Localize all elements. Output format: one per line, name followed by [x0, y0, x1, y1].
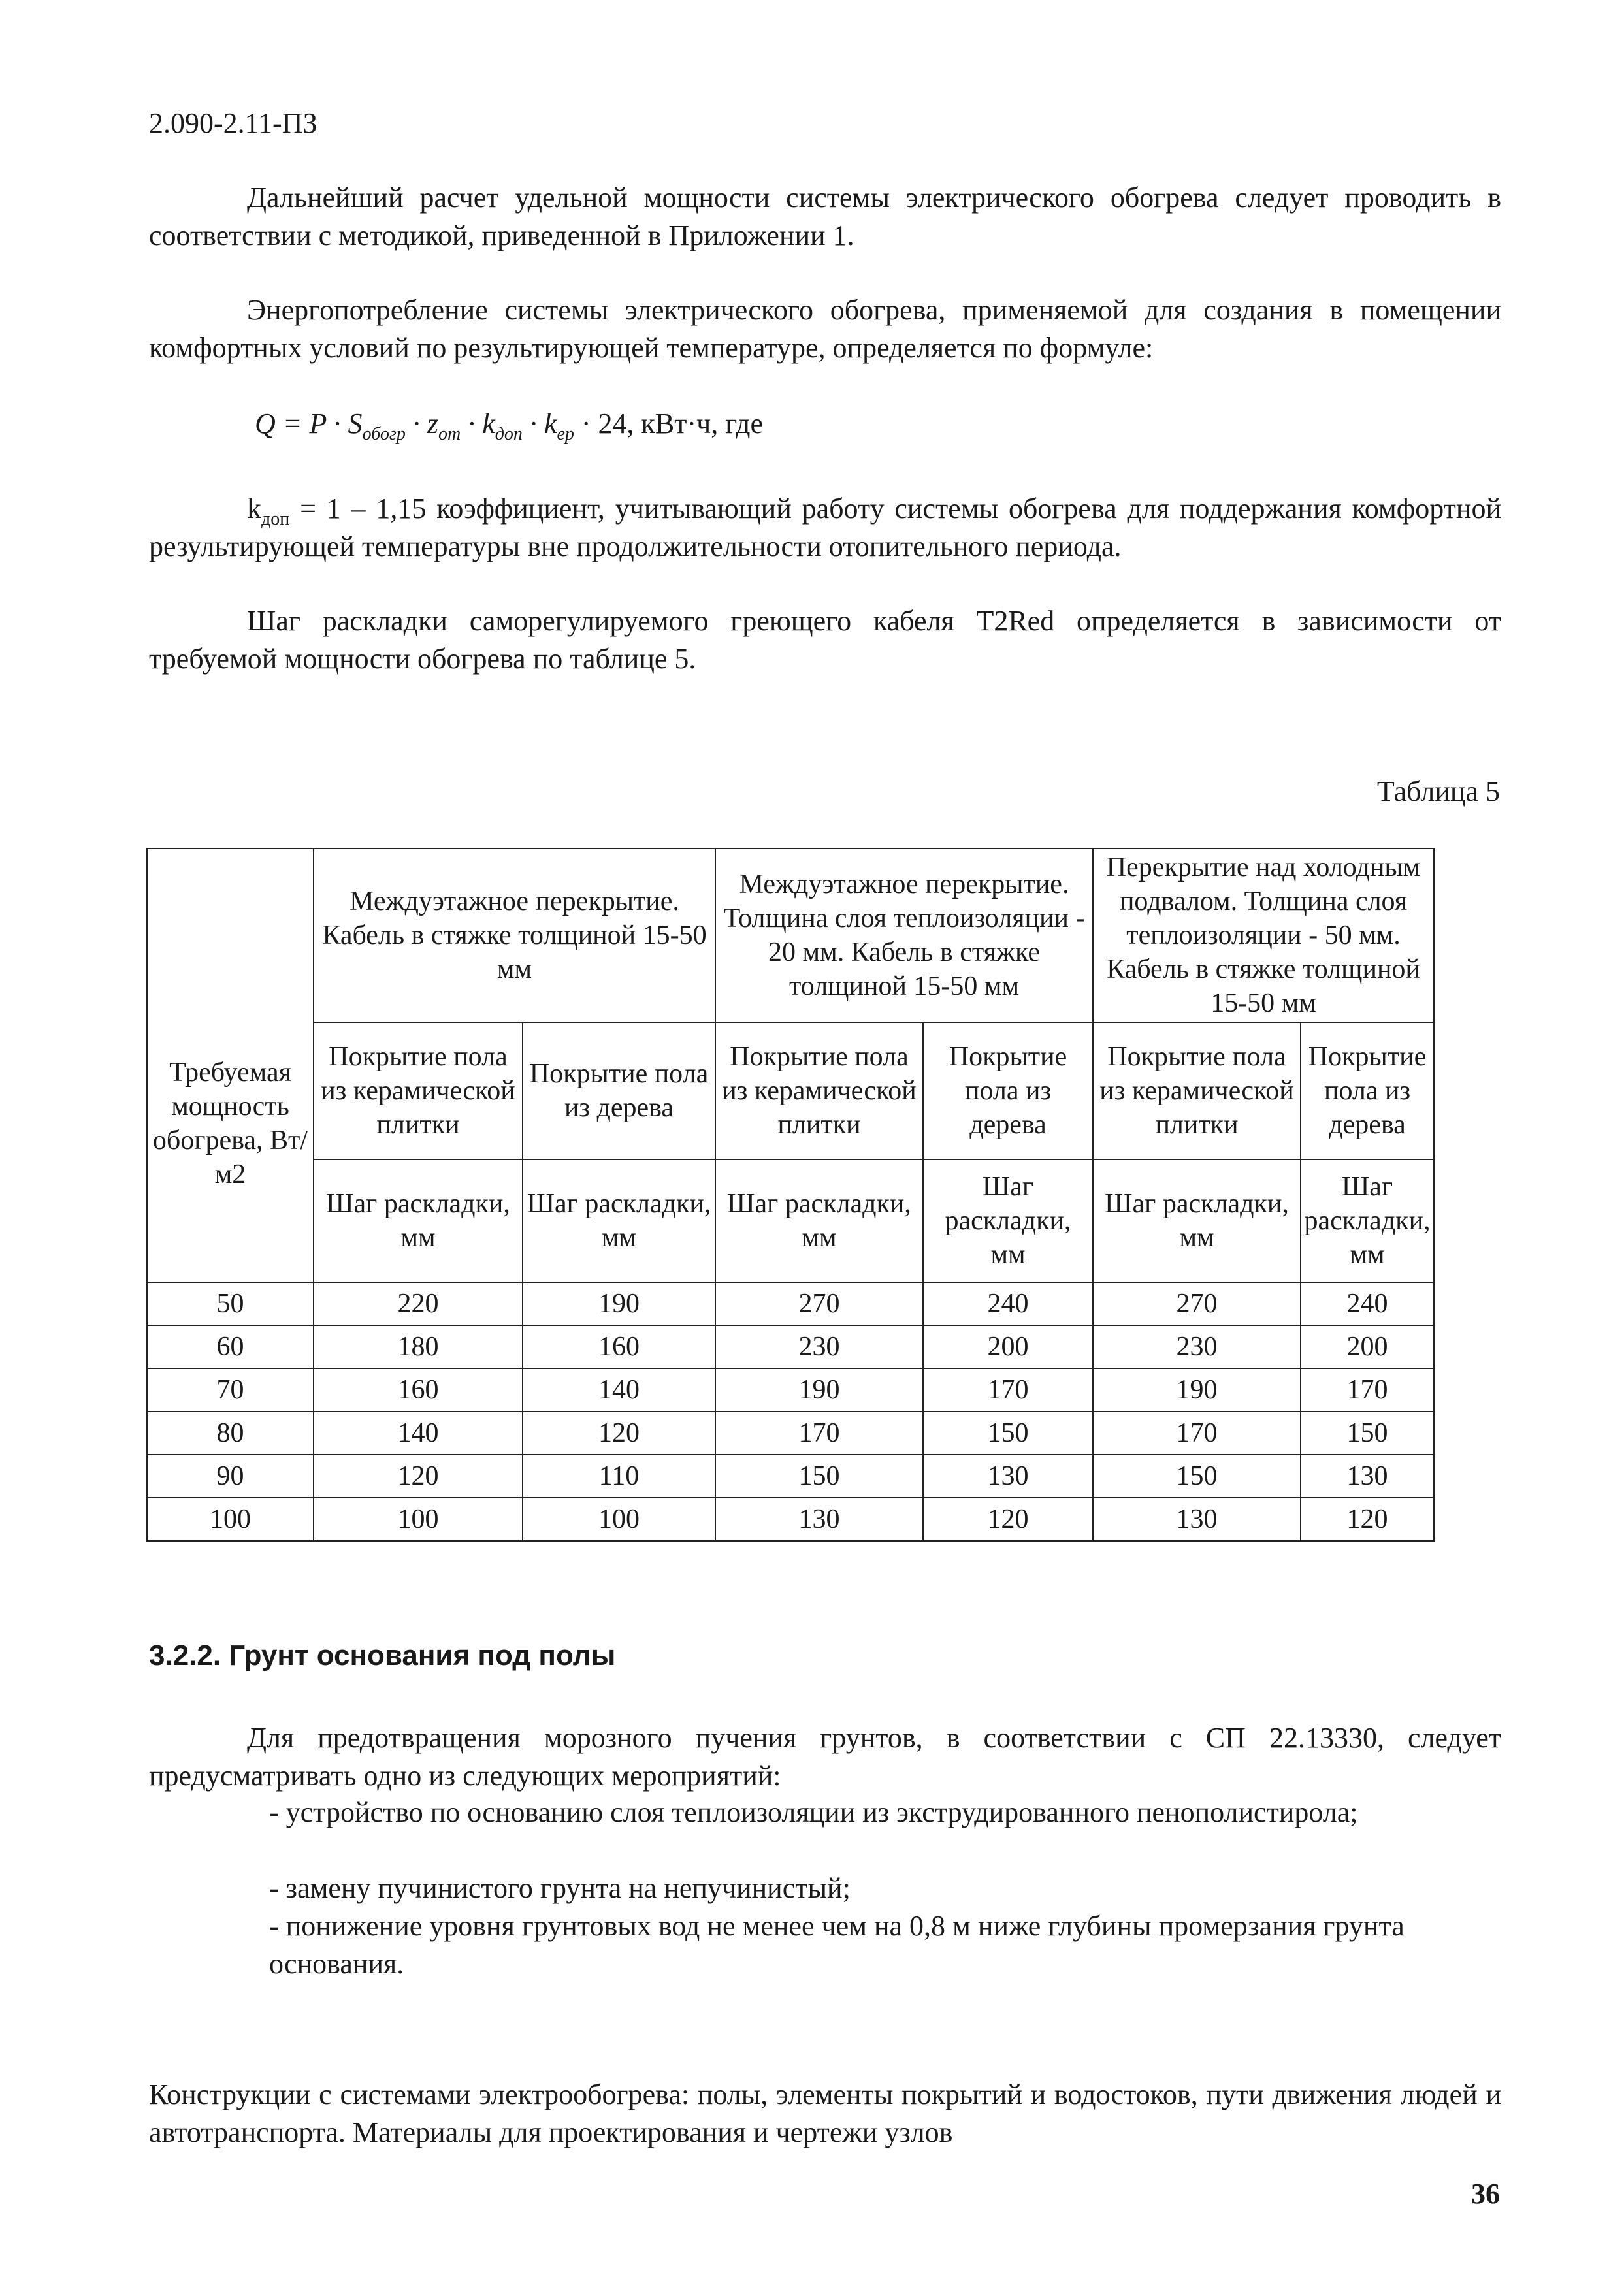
formula-subscript: ер — [557, 423, 574, 444]
paragraph-text: Шаг раскладки саморегулируемого греющего кабеля T2Red определяется в зависимости от требуемой мощности обогрева по таблице 5. — [149, 605, 1501, 675]
group-header: Перекрытие над холодным подвалом. Толщина слоя теплоизоляции - 50 мм. Кабель в стяжке толщиной 15-50 мм — [1093, 848, 1434, 1022]
step-header: Шаг раскладки, мм — [523, 1159, 715, 1282]
paragraph-text: Для предотвращения морозного пучения грунтов, в соответствии с СП 22.13330, следует предусматривать одно из следующих мероприятий: — [149, 1722, 1501, 1792]
table-cell: 70 — [147, 1368, 314, 1412]
list-item: - понижение уровня грунтовых вод не менее чем на 0,8 м ниже глубины промерзания грунта основания. — [269, 1910, 1405, 1980]
table-cell: 60 — [147, 1325, 314, 1368]
table-cell: 170 — [715, 1412, 923, 1455]
page-number: 36 — [1471, 2178, 1500, 2210]
paragraph-coefficient — [149, 490, 1501, 566]
section-heading: 3.2.2. Грунт основания под полы — [149, 1640, 616, 1672]
table-row — [147, 1455, 1434, 1498]
table-cell: 90 — [147, 1455, 314, 1498]
subheader-wood: Покрытие пола из дерева — [523, 1022, 715, 1159]
table-cell: 150 — [923, 1412, 1093, 1455]
subheader-ceramic: Покрытие пола из керамической плитки — [314, 1022, 523, 1159]
formula-part: · 24 — [574, 408, 627, 440]
subheader-ceramic: Покрытие пола из керамической плитки — [1093, 1022, 1301, 1159]
table-caption: Таблица 5 — [1376, 775, 1500, 807]
paragraph-energy — [149, 291, 1501, 367]
formula-unit: , кВт·ч, где — [626, 408, 764, 440]
table-cell: 140 — [314, 1412, 523, 1455]
step-header: Шаг раскладки, мм — [923, 1159, 1093, 1282]
table-cell: 120 — [523, 1412, 715, 1455]
table-cell: 120 — [314, 1455, 523, 1498]
table-cell: 200 — [1301, 1325, 1434, 1368]
table-cell: 130 — [923, 1455, 1093, 1498]
table-cell: 130 — [1301, 1455, 1434, 1498]
table-row — [147, 1325, 1434, 1368]
table-row — [147, 1412, 1434, 1455]
group-header: Междуэтажное перекрытие. Толщина слоя теплоизоляции - 20 мм. Кабель в стяжке толщиной 15-50 мм — [715, 848, 1093, 1022]
paragraph-text: = 1 – 1,15 коэффициент, учитывающий работу системы обогрева для поддержания комфортной результирующей температуры вне продолжительности отопительного периода. — [149, 493, 1501, 562]
energy-formula — [255, 405, 763, 443]
power-column-header: Требуемая мощность обогрева, Вт/м2 — [147, 848, 314, 1282]
table-cell: 220 — [314, 1282, 523, 1325]
formula-part: · k — [461, 408, 495, 440]
table-cell: 140 — [523, 1368, 715, 1412]
step-header: Шаг раскладки, мм — [1093, 1159, 1301, 1282]
list-item: - замену пучинистого грунта на непучинистый; — [269, 1872, 851, 1904]
paragraph-constructions: Конструкции с системами электрообогрева: полы, элементы покрытий и водостоков, пути движения людей и автотранспорта. Материалы для проектирования и чертежи узлов — [149, 2078, 1501, 2148]
table-cell: 270 — [1093, 1282, 1301, 1325]
paragraph-text: Энергопотребление системы электрического обогрева, применяемой для создания в помещении комфортных условий по результирующей температуре, определяется по формуле: — [149, 294, 1501, 364]
document-code: 2.090-2.11-ПЗ — [149, 107, 317, 139]
formula-part: · k — [522, 408, 557, 440]
table-cell: 110 — [523, 1455, 715, 1498]
table-cell: 150 — [715, 1455, 923, 1498]
formula-subscript: от — [438, 423, 461, 444]
table-row — [147, 1282, 1434, 1325]
step-header: Шаг раскладки, мм — [314, 1159, 523, 1282]
table-cell: 150 — [1301, 1412, 1434, 1455]
table-cell: 160 — [523, 1325, 715, 1368]
table-cell: 130 — [715, 1498, 923, 1541]
table-row — [147, 1368, 1434, 1412]
table-cell: 230 — [715, 1325, 923, 1368]
formula-part: Q = P · S — [255, 408, 363, 440]
table-cell: 170 — [923, 1368, 1093, 1412]
table-cell: 150 — [1093, 1455, 1301, 1498]
group-header: Междуэтажное перекрытие. Кабель в стяжке толщиной 15-50 мм — [314, 848, 715, 1022]
table-cell: 200 — [923, 1325, 1093, 1368]
list-item: - устройство по основанию слоя теплоизоляции из экструдированного пенополистирола; — [269, 1796, 1358, 1828]
step-header: Шаг раскладки, мм — [715, 1159, 923, 1282]
coefficient-symbol: k — [247, 493, 261, 525]
table-cell: 50 — [147, 1282, 314, 1325]
table-cell: 120 — [923, 1498, 1093, 1541]
subheader-wood: Покрытие пола из дерева — [1301, 1022, 1434, 1159]
paragraph-frost — [149, 1719, 1501, 1795]
formula-part: · z — [405, 408, 438, 440]
table-cell: 240 — [1301, 1282, 1434, 1325]
subheader-ceramic: Покрытие пола из керамической плитки — [715, 1022, 923, 1159]
formula-subscript: доп — [495, 423, 523, 444]
paragraph-calculation — [149, 179, 1501, 255]
table-cell: 80 — [147, 1412, 314, 1455]
table-cell: 160 — [314, 1368, 523, 1412]
formula-subscript: обогр — [362, 423, 406, 444]
table-cell: 240 — [923, 1282, 1093, 1325]
table-cell: 190 — [1093, 1368, 1301, 1412]
table-cell: 120 — [1301, 1498, 1434, 1541]
table-cell: 230 — [1093, 1325, 1301, 1368]
step-header: Шаг раскладки, мм — [1301, 1159, 1434, 1282]
table-cell: 100 — [314, 1498, 523, 1541]
table-cell: 190 — [715, 1368, 923, 1412]
table-cell: 180 — [314, 1325, 523, 1368]
paragraph-text: Дальнейший расчет удельной мощности системы электрического обогрева следует проводить в соответствии с методикой, приведенной в Приложении 1. — [149, 182, 1501, 251]
subheader-wood: Покрытие пола из дерева — [923, 1022, 1093, 1159]
table-cell: 170 — [1093, 1412, 1301, 1455]
cable-step-table — [146, 848, 1435, 1542]
table-cell: 270 — [715, 1282, 923, 1325]
table-cell: 100 — [523, 1498, 715, 1541]
table-cell: 190 — [523, 1282, 715, 1325]
table-cell: 130 — [1093, 1498, 1301, 1541]
table-cell: 170 — [1301, 1368, 1434, 1412]
paragraph-cable-step — [149, 602, 1501, 678]
table-cell: 100 — [147, 1498, 314, 1541]
table-row — [147, 1498, 1434, 1541]
coefficient-subscript: доп — [261, 508, 290, 529]
